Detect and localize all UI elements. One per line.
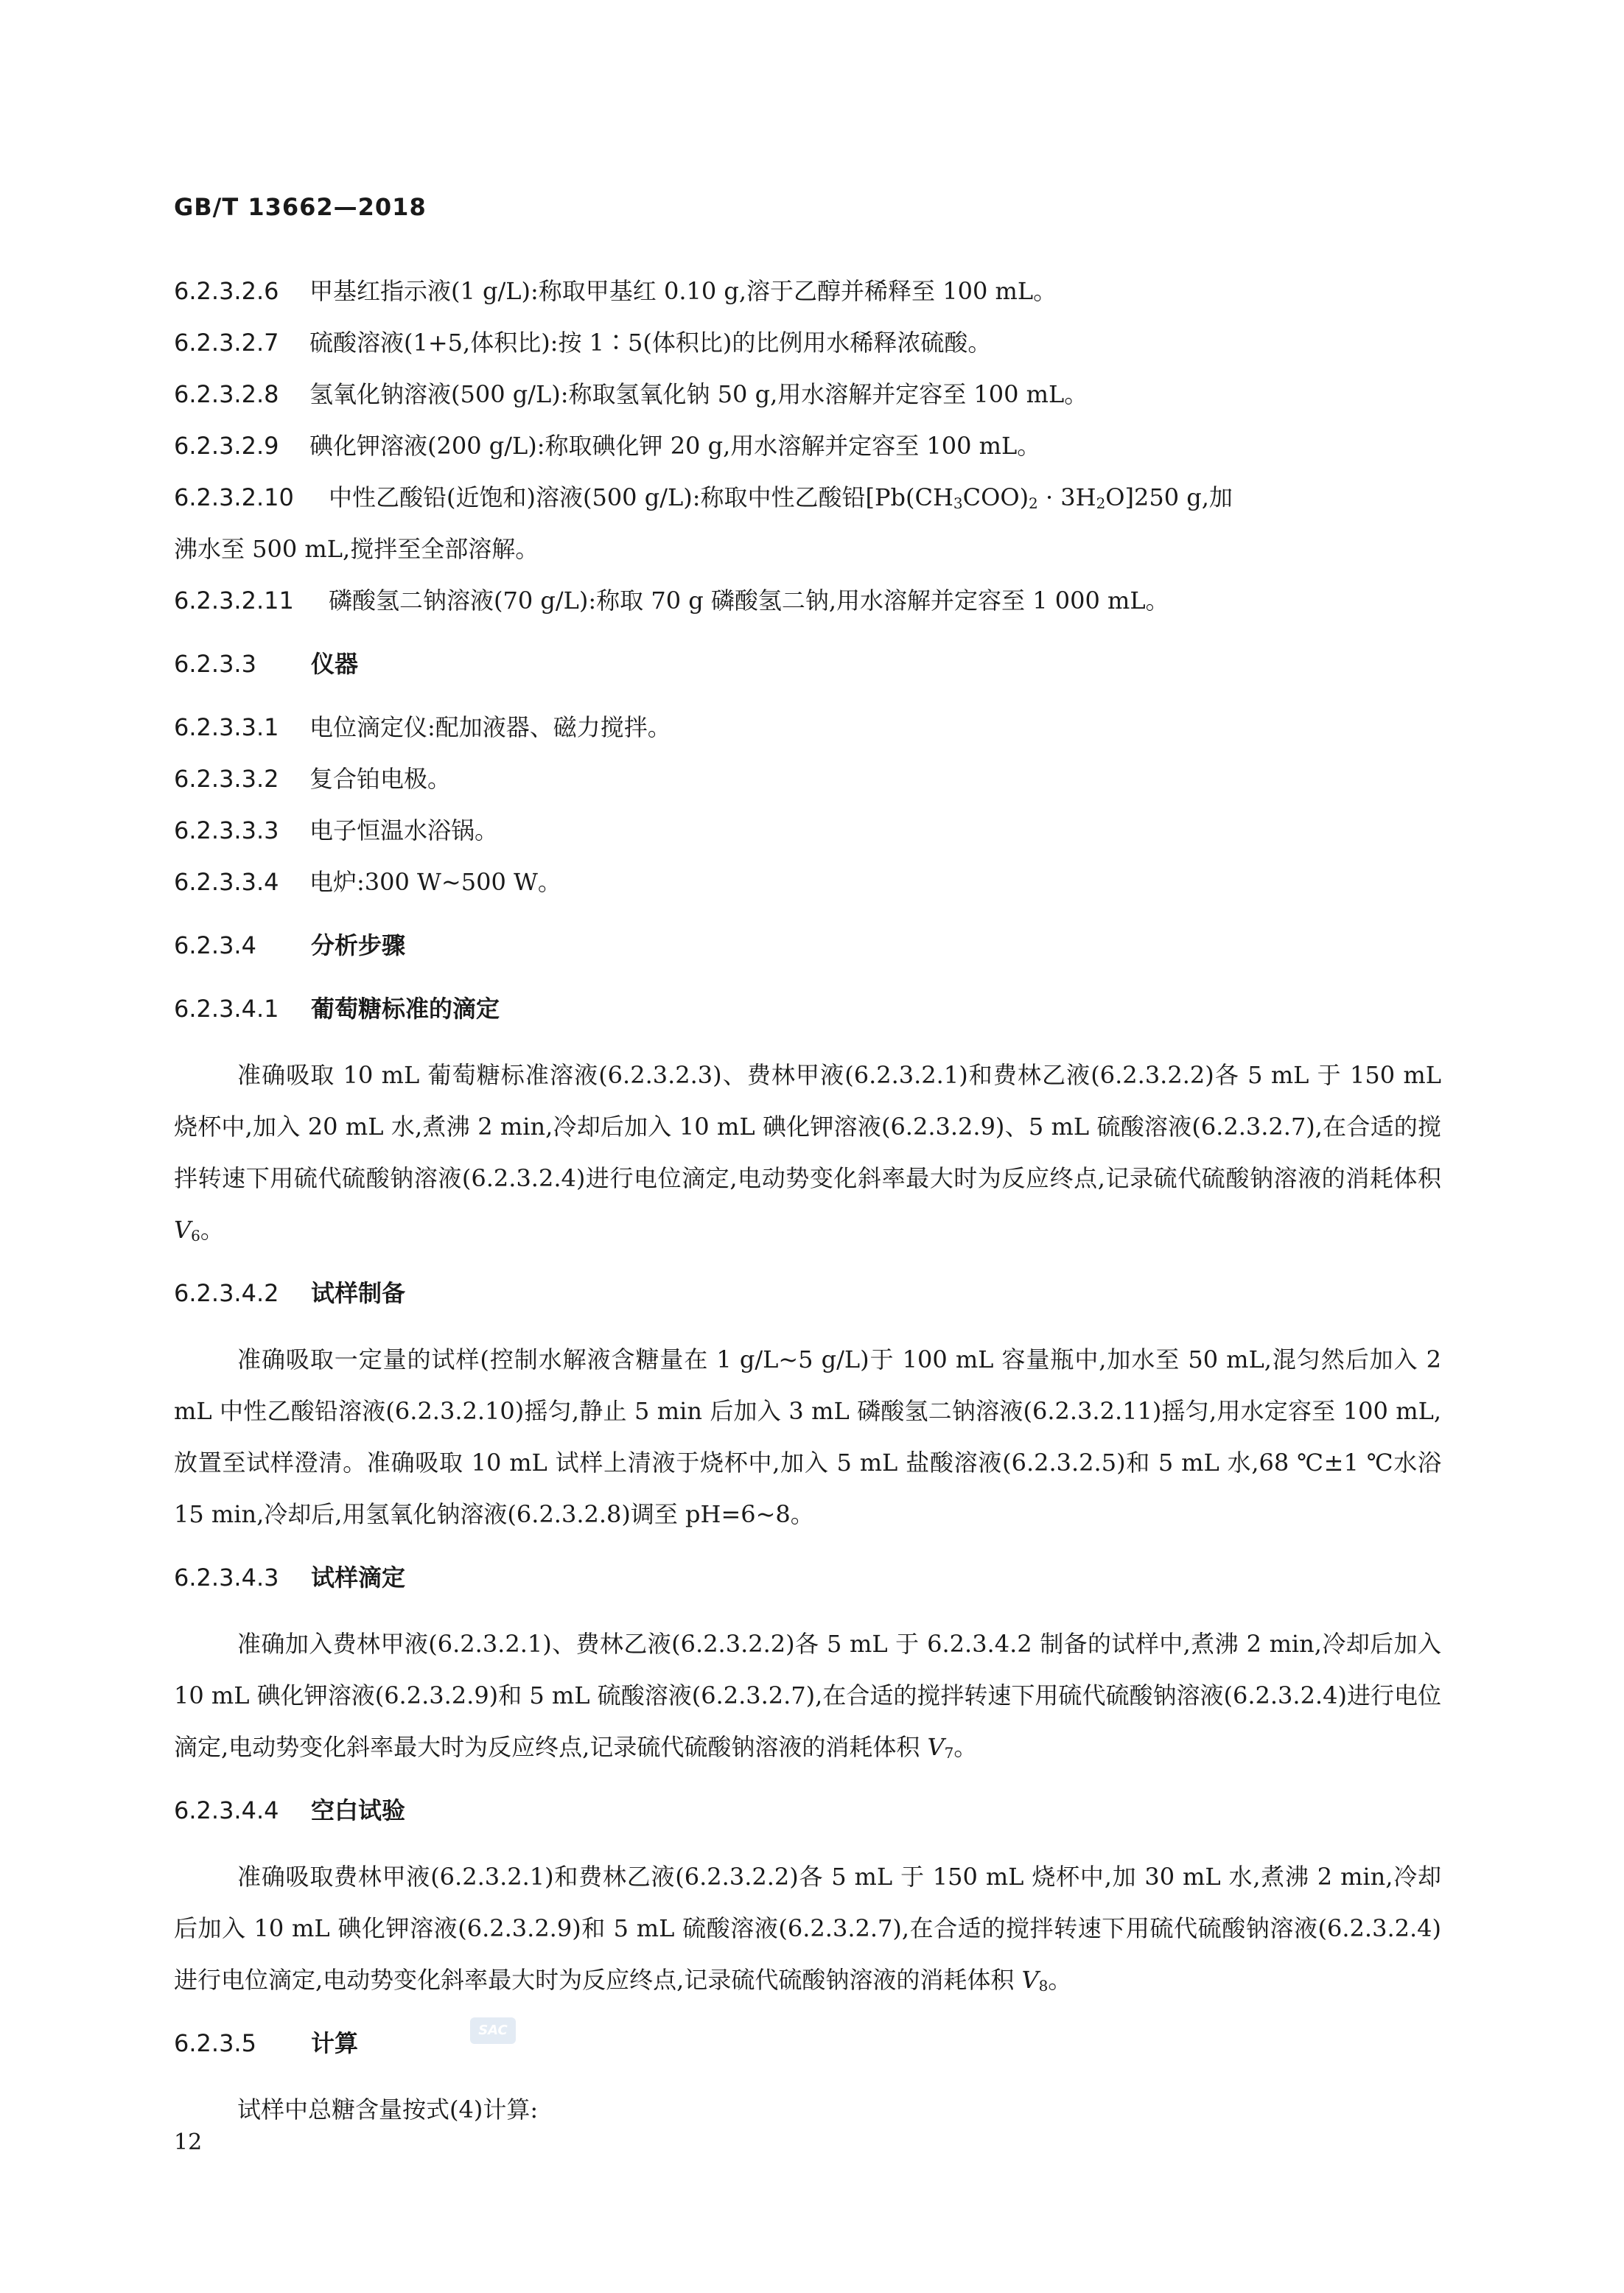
section-title: 仪器: [311, 650, 359, 678]
reagent-item: [174, 575, 1441, 626]
instrument-item: [174, 805, 1441, 856]
subscript: 6: [191, 1227, 200, 1244]
section-heading-instruments: [174, 638, 1441, 690]
section-number: 6.2.3.4: [174, 931, 256, 959]
subscript: 3: [953, 494, 963, 512]
clause-text: 电子恒温水浴锅。: [309, 816, 499, 844]
instrument-item: [174, 753, 1441, 805]
instrument-item: [174, 856, 1441, 908]
clause-number: 6.2.3.3.4: [174, 868, 279, 896]
page-content: [174, 265, 1441, 2135]
section-title: 分析步骤: [311, 931, 406, 959]
clause-text: · 3H: [1037, 483, 1096, 511]
reagent-item: [174, 265, 1441, 317]
section-title: 葡萄糖标准的滴定: [311, 995, 500, 1023]
clause-text: 复合铂电极。: [309, 765, 452, 793]
subsection-heading: [174, 1785, 1441, 1836]
reagent-item: [174, 472, 1441, 523]
section-title: 计算: [311, 2029, 359, 2057]
clause-number: 6.2.3.2.8: [174, 380, 279, 408]
clause-text: 氢氧化钠溶液(500 g/L):称取氢氧化钠 50 g,用水溶解并定容至 100 mL。: [309, 380, 1088, 408]
clause-number: 6.2.3.3.3: [174, 816, 279, 844]
paragraph-calculation: 试样中总糖含量按式(4)计算:: [237, 2096, 539, 2124]
clause-text: 硫酸溶液(1+5,体积比):按 1∶5(体积比)的比例用水稀释浓硫酸。: [309, 329, 992, 357]
clause-text: COO): [962, 483, 1029, 511]
reagent-item: [174, 317, 1441, 368]
clause-text: O]250 g,加: [1105, 483, 1233, 511]
subscript: 2: [1096, 494, 1106, 512]
clause-number: 6.2.3.2.11: [174, 587, 294, 615]
section-number: 6.2.3.5: [174, 2029, 256, 2057]
paragraph-glucose-titration: 准确吸取 10 mL 葡萄糖标准溶液(6.2.3.2.3)、费林甲液(6.2.3.2.1)和费林乙液(6.2.3.2.2)各 5 mL 于 150 mL 烧杯中,加入 20 mL 水,煮沸 2 min,冷却后加入 10 mL 碘化钾溶液(6.2.3.2.9)、5 mL 硫酸溶液(6.2.3.2.7),在合适的搅拌转速下用硫代硫酸钠溶液(6.2.3.2.4)进行电位滴定,电动势变化斜率最大时为反应终点,记录硫代硫酸钠溶液的消耗体积 $V_6$。: [174, 1061, 1441, 1244]
paragraph-sample-prep: 准确吸取一定量的试样(控制水解液含糖量在 1 g/L~5 g/L)于 100 mL 容量瓶中,加水至 50 mL,混匀然后加入 2 mL 中性乙酸铅溶液(6.2.3.2.10)摇匀,静止 5 min 后加入 3 mL 磷酸氢二钠溶液(6.2.3.2.11)摇匀,用水定容至 100 mL,放置至试样澄清。准确吸取 10 mL 试样上清液于烧杯中,加入 5 mL 盐酸溶液(6.2.3.2.5)和 5 mL 水,68 ℃±1 ℃水浴 15 min,冷却后,用氢氧化钠溶液(6.2.3.2.8)调至 pH=6~8。: [174, 1345, 1441, 1528]
clause-text: 电位滴定仪:配加液器、磁力搅拌。: [309, 713, 671, 741]
paragraph-sample-titration: 准确加入费林甲液(6.2.3.2.1)、费林乙液(6.2.3.2.2)各 5 mL 于 6.2.3.4.2 制备的试样中,煮沸 2 min,冷却后加入 10 mL 碘化钾溶液(6.2.3.2.9)和 5 mL 硫酸溶液(6.2.3.2.7),在合适的搅拌转速下用硫代硫酸钠溶液(6.2.3.2.4)进行电位滴定,电动势变化斜率最大时为反应终点,记录硫代硫酸钠溶液的消耗体积 $V_7$。: [174, 1630, 1441, 1762]
clause-number: 6.2.3.2.9: [174, 432, 279, 460]
standard-id-header: GB/T 13662—2018: [174, 193, 427, 221]
clause-number: 6.2.3.2.6: [174, 277, 279, 305]
subscript: 2: [1029, 494, 1038, 512]
instrument-item: [174, 701, 1441, 753]
subsection-heading: [174, 1267, 1441, 1319]
section-number: 6.2.3.4.3: [174, 1564, 279, 1592]
section-title: 试样制备: [311, 1279, 406, 1307]
clause-number: 6.2.3.2.10: [174, 483, 294, 511]
variable: V: [1021, 1966, 1039, 1994]
variable: V: [927, 1733, 945, 1761]
reagent-item-continuation: 沸水至 500 mL,搅拌至全部溶解。: [174, 535, 539, 563]
section-heading-calculation: [174, 2017, 1441, 2069]
subscript: 7: [944, 1744, 954, 1762]
clause-text: 甲基红指示液(1 g/L):称取甲基红 0.10 g,溶于乙醇并稀释至 100 mL。: [309, 277, 1057, 305]
reagent-item: [174, 368, 1441, 420]
section-title: 试样滴定: [311, 1564, 406, 1592]
subsection-heading: [174, 983, 1441, 1035]
sac-watermark-logo: SAC: [470, 2017, 516, 2044]
reagent-item: [174, 420, 1441, 472]
section-number: 6.2.3.4.2: [174, 1279, 279, 1307]
section-number: 6.2.3.3: [174, 650, 256, 678]
clause-text: 中性乙酸铅(近饱和)溶液(500 g/L):称取中性乙酸铅[Pb(CH: [329, 483, 953, 511]
subsection-heading: [174, 1552, 1441, 1603]
clause-text: 碘化钾溶液(200 g/L):称取碘化钾 20 g,用水溶解并定容至 100 mL。: [309, 432, 1041, 460]
clause-number: 6.2.3.3.2: [174, 765, 279, 793]
section-number: 6.2.3.4.1: [174, 995, 279, 1023]
section-heading-procedure: [174, 920, 1441, 971]
clause-text: 磷酸氢二钠溶液(70 g/L):称取 70 g 磷酸氢二钠,用水溶解并定容至 1 000 mL。: [329, 587, 1169, 615]
paragraph-blank-test: 准确吸取费林甲液(6.2.3.2.1)和费林乙液(6.2.3.2.2)各 5 mL 于 150 mL 烧杯中,加 30 mL 水,煮沸 2 min,冷却后加入 10 mL 碘化钾溶液(6.2.3.2.9)和 5 mL 硫酸溶液(6.2.3.2.7),在合适的搅拌转速下用硫代硫酸钠溶液(6.2.3.2.4)进行电位滴定,电动势变化斜率最大时为反应终点,记录硫代硫酸钠溶液的消耗体积 $V_8$。: [174, 1863, 1441, 1995]
clause-number: 6.2.3.2.7: [174, 329, 279, 357]
page-number: 12: [174, 2129, 203, 2155]
clause-number: 6.2.3.3.1: [174, 713, 279, 741]
subscript: 8: [1038, 1977, 1049, 1995]
section-number: 6.2.3.4.4: [174, 1796, 279, 1824]
variable: V: [174, 1216, 192, 1244]
section-title: 空白试验: [311, 1796, 406, 1824]
clause-text: 电炉:300 W~500 W。: [309, 868, 561, 896]
